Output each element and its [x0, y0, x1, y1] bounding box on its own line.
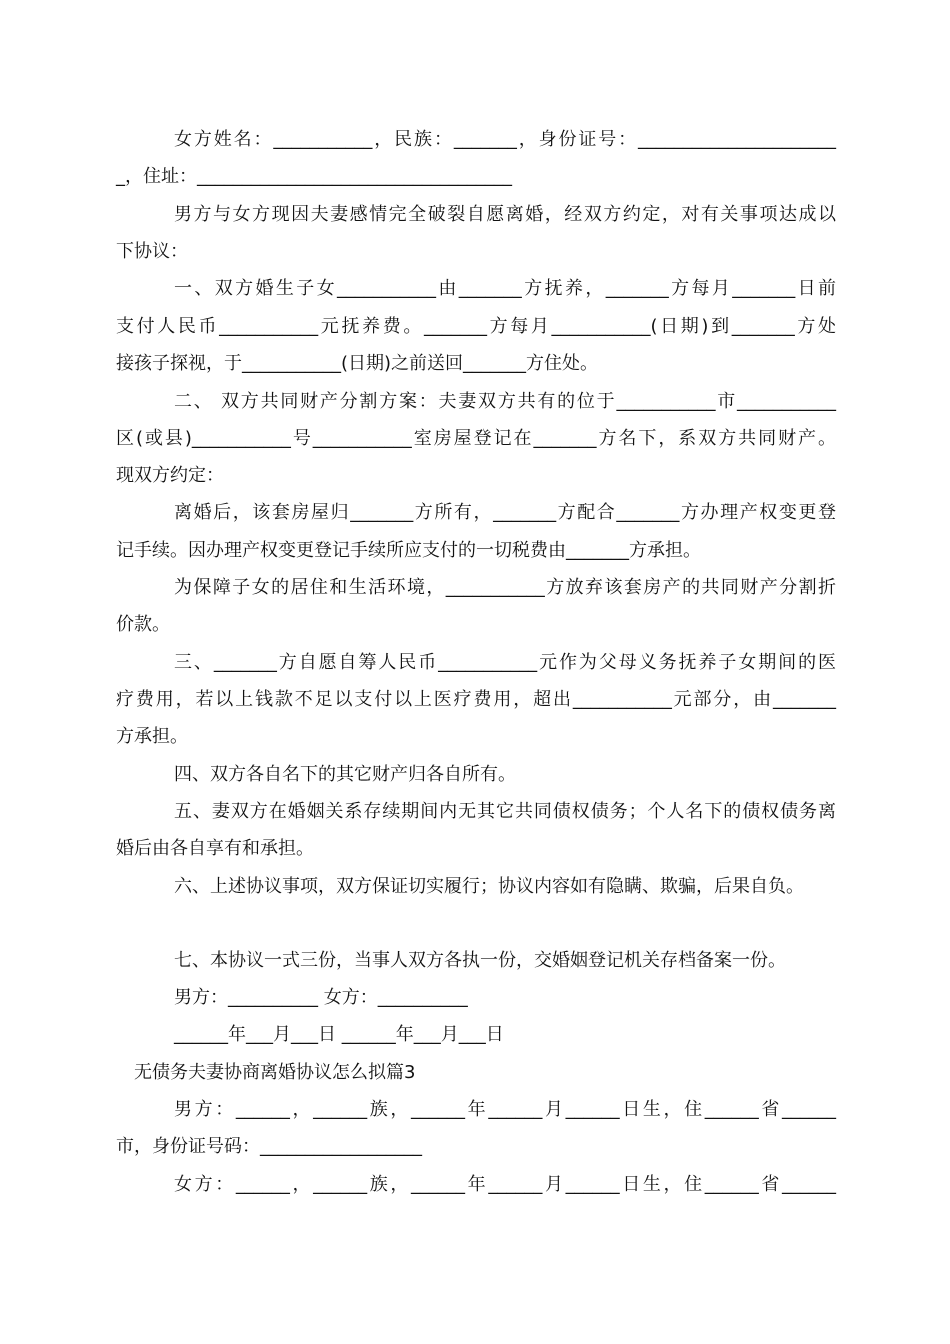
paragraph-line: 男方：______，______族，______年______月______日生，住______省______ — [174, 1099, 836, 1120]
paragraph-line: 疗费用，若以上钱款不足以支付以上医疗费用，超出___________元部分，由_______ — [116, 689, 836, 710]
paragraph-line: 记手续。因办理产权变更登记手续所应支付的一切税费由_______方承担。 — [116, 540, 701, 561]
section-title: 无债务夫妻协商离婚协议怎么拟篇3 — [134, 1062, 416, 1083]
paragraph-line: 市，身份证号码：__________________ — [116, 1136, 422, 1157]
paragraph-line: 下协议： — [116, 241, 188, 262]
paragraph-line: 现双方约定： — [116, 465, 224, 486]
paragraph-line: 方承担。 — [116, 726, 188, 747]
paragraph-line: 四、双方各自名下的其它财产归各自所有。 — [174, 764, 516, 785]
paragraph-line: 五、妻双方在婚姻关系存续期间内无其它共同债权债务；个人名下的债权债务离 — [174, 801, 836, 822]
paragraph-line: 离婚后，该套房屋归_______方所有，_______方配合_______方办理产权变更登 — [174, 502, 836, 523]
paragraph-line: 区(或县)___________号___________室房屋登记在_______方名下，系双方共同财产。 — [116, 428, 836, 449]
paragraph-line: 三、_______方自愿自筹人民币___________元作为父母义务抚养子女期间的医 — [174, 652, 836, 673]
date-line: ______年___月___日 ______年___月___日 — [174, 1024, 504, 1045]
paragraph-line: 六、上述协议事项，双方保证切实履行；协议内容如有隐瞒、欺骗，后果自负。 — [174, 876, 804, 897]
paragraph-line: 婚后由各自享有和承担。 — [116, 838, 314, 859]
paragraph-line: 支付人民币___________元抚养费。_______方每月___________(日期)到_______方处 — [116, 316, 836, 337]
paragraph-line: 女方姓名：___________，民族：_______，身份证号：______________________ — [174, 129, 836, 150]
paragraph-line: 接孩子探视，于___________(日期)之前送回_______方住处。 — [116, 353, 599, 374]
paragraph-line: 一、双方婚生子女___________由_______方抚养，_______方每月_______日前 — [174, 278, 836, 299]
paragraph-line: 价款。 — [116, 614, 170, 635]
paragraph-line: 女方：______，______族，______年______月______日生，住______省______ — [174, 1174, 836, 1195]
paragraph-line: 二、 双方共同财产分割方案：夫妻双方共有的位于___________市___________ — [174, 391, 836, 412]
signature-line: 男方：__________ 女方：__________ — [174, 987, 468, 1008]
paragraph-line: _，住址：___________________________________ — [116, 166, 512, 187]
paragraph-line: 男方与女方现因夫妻感情完全破裂自愿离婚，经双方约定，对有关事项达成以 — [174, 204, 836, 225]
paragraph-line: 七、本协议一式三份，当事人双方各执一份，交婚姻登记机关存档备案一份。 — [174, 950, 786, 971]
paragraph-line: 为保障子女的居住和生活环境，___________方放弃该套房产的共同财产分割折 — [174, 577, 836, 598]
